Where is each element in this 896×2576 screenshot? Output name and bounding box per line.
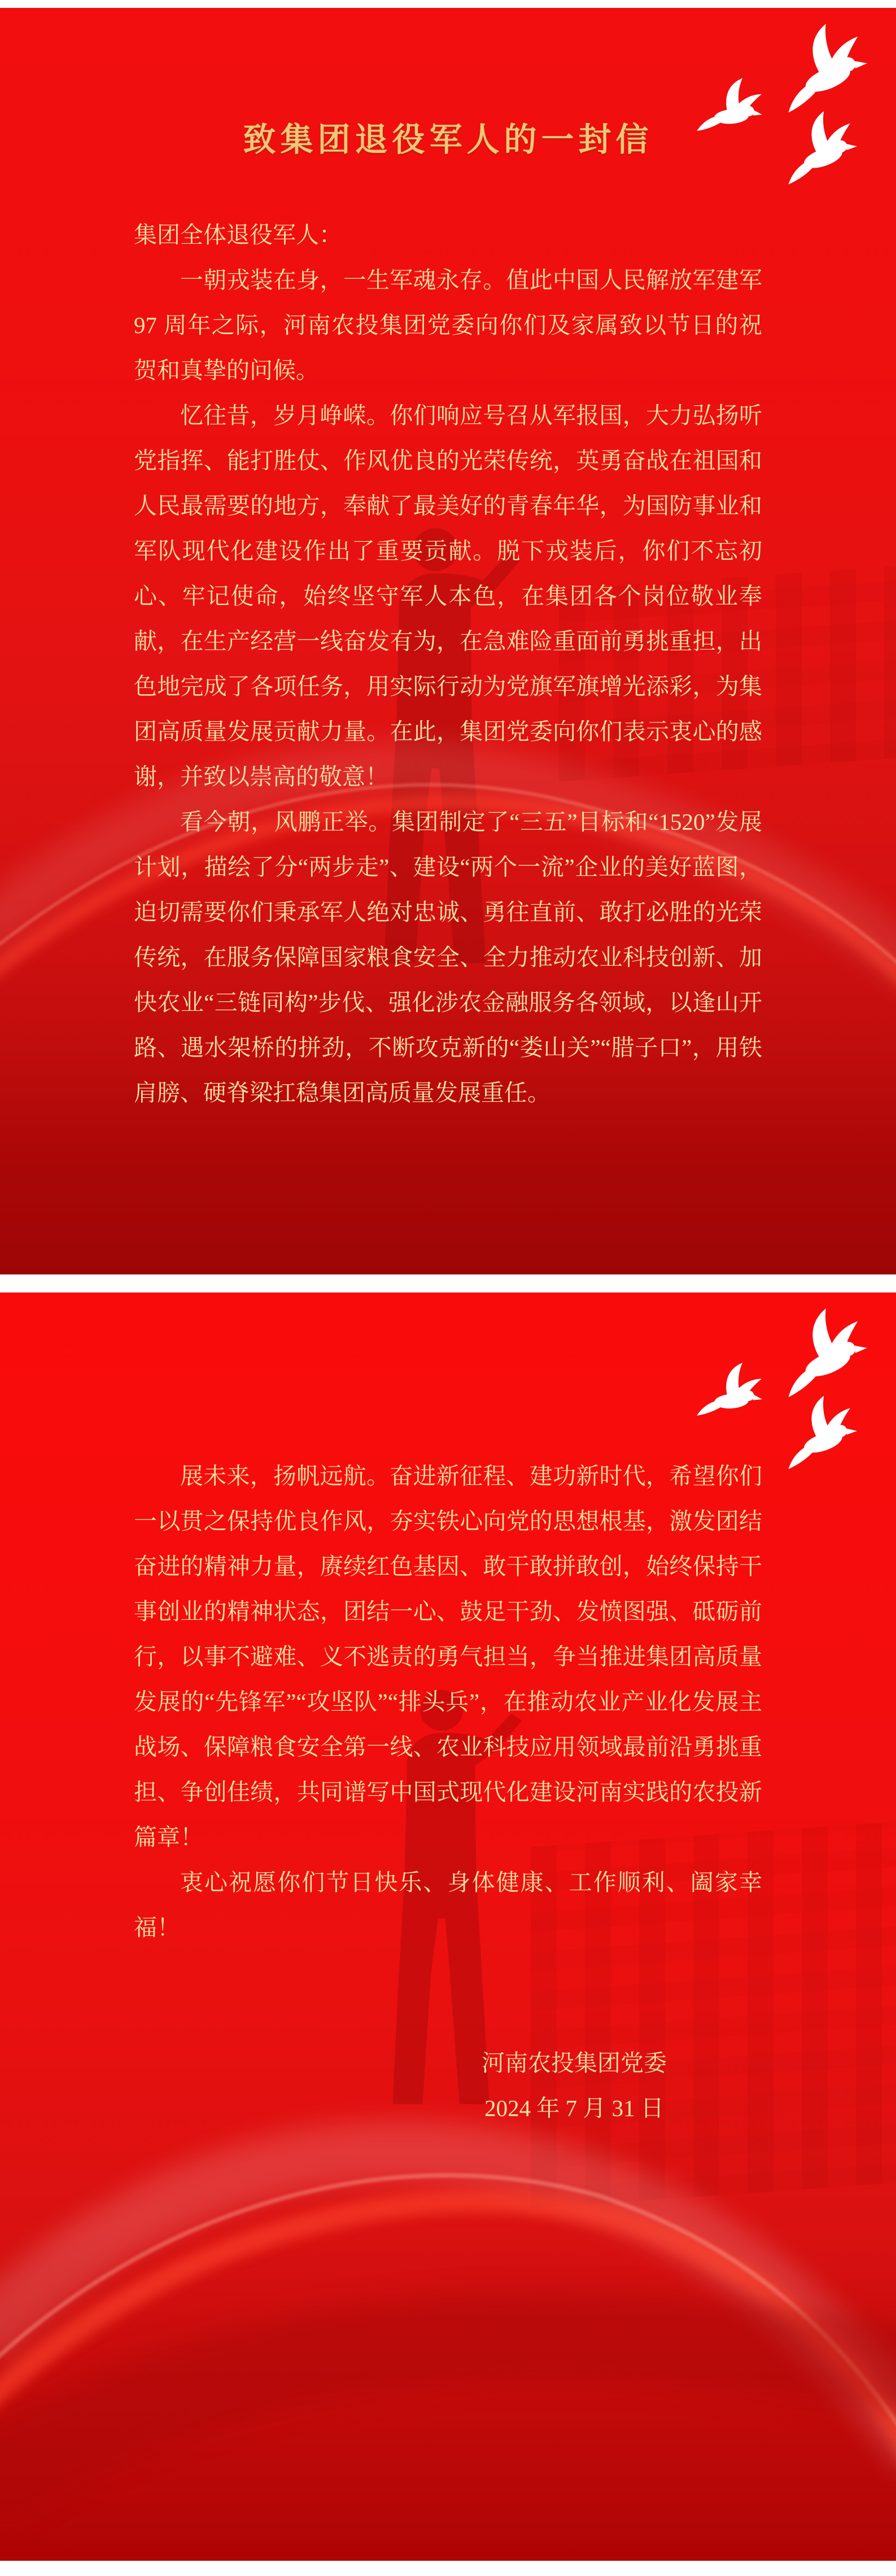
veterans-letter-image xyxy=(0,8,896,2576)
paragraph-4: 展未来，扬帆远航。奋进新征程、建功新时代，希望你们一以贯之保持优良作风，夯实铁心向党的思想根基，激发团结奋进的精神力量，赓续红色基因、敢干敢拼敢创，始终保持干事创业的精神状态，团结一心、鼓足干劲、发愤图强、砥砺前行，以事不避难、义不逃责的勇气担当，争当推进集团高质量发展的“先锋军”“攻坚队”“排头兵”，在推动农业产业化发展主战场、保障粮食安全第一线、农业科技应用领域最前沿勇挑重担、争创佳绩，共同谱写中国式现代化建设河南实践的农投新篇章！ xyxy=(134,1463,762,1850)
dove-icon xyxy=(776,1390,869,1474)
paragraph-3: 看今朝，风鹏正举。集团制定了“三五”目标和“1520”发展计划，描绘了分“两步走”、建设“两个一流”企业的美好蓝图，迫切需要你们秉承军人绝对忠诚、勇往直前、敢打必胜的光荣传统，在服务保障国家粮食安全、全力推动农业科技创新、加快农业“三链同构”步伐、强化涉农金融服务各领域，以逢山开路、遇水架桥的拼劲，不断攻克新的“娄山关”“腊子口”，用铁肩膀、硬脊梁扛稳集团高质量发展重任。 xyxy=(134,809,762,1106)
salutation-line: 集团全体退役军人： xyxy=(134,222,342,248)
signature-block xyxy=(439,2040,710,2131)
paragraph-5: 衷心祝愿你们节日快乐、身体健康、工作顺利、阖家幸福！ xyxy=(134,1869,762,1940)
signature-org: 河南农投集团党委 xyxy=(482,2050,667,2076)
paragraph-1: 一朝戎装在身，一生军魂永存。值此中国人民解放军建军 97 周年之际，河南农投集团党委向你们及家属致以节日的祝贺和真挚的问候。 xyxy=(134,267,762,383)
signature-date: 2024 年 7 月 31 日 xyxy=(484,2095,664,2121)
letter-body-page-2 xyxy=(134,1293,762,1950)
paragraph-2: 忆往昔，岁月峥嵘。你们响应号召从军报国，大力弘扬听党指挥、能打胜仗、作风优良的光荣传统，英勇奋战在祖国和人民最需要的地方，奉献了最美好的青春年华，为国防事业和军队现代化建设作出了重要贡献。脱下戎装后，你们不忘初心、牢记使命，始终坚守军人本色，在集团各个岗位敬业奉献，在生产经营一线奋发有为，在急难险重面前勇挑重担，出色地完成了各项任务，用实际行动为党旗军旗增光添彩，为集团高质量发展贡献力量。在此，集团党委向你们表示衷心的感谢，并致以崇高的敬意！ xyxy=(134,402,762,790)
letter-title: 致集团退役军人的一封信 xyxy=(243,121,653,158)
letter-page-2 xyxy=(0,1293,896,2561)
letter-page-1 xyxy=(0,8,896,1274)
dove-icon xyxy=(772,1299,882,1404)
letter-body-page-1 xyxy=(134,212,762,1115)
